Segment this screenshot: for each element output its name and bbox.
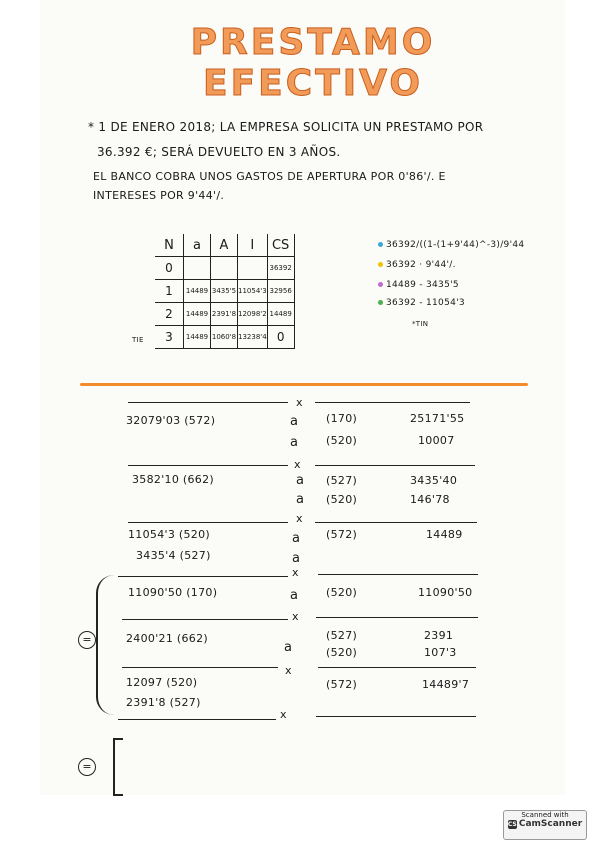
credit-account: (572) bbox=[326, 528, 358, 541]
credit-account: (170) bbox=[326, 412, 358, 425]
entry-line bbox=[316, 716, 476, 717]
header-cs: CS bbox=[267, 234, 294, 257]
page-title: PRESTAMO EFECTIVO bbox=[190, 22, 436, 104]
cell-cs: 32956 bbox=[267, 280, 294, 303]
formula-text: 36392 · 9'44'/. bbox=[386, 260, 456, 270]
formula-text: 14489 - 3435'5 bbox=[386, 280, 459, 290]
x-mark: x bbox=[294, 458, 301, 471]
to-mark: a bbox=[296, 473, 305, 488]
cell-a: 14489 bbox=[184, 303, 211, 326]
credit-amount: 14489'7 bbox=[422, 678, 470, 691]
entry-line bbox=[318, 667, 476, 668]
cell-cs: 0 bbox=[267, 326, 294, 349]
scanner-badge bbox=[503, 810, 587, 840]
cell-A bbox=[211, 257, 238, 280]
debit-line: 3435'4 (527) bbox=[136, 549, 211, 562]
cell-a: 14489 bbox=[184, 280, 211, 303]
cell-I: 13238'4 bbox=[238, 326, 268, 349]
debit-line: 32079'03 (572) bbox=[126, 414, 216, 427]
credit-account: (520) bbox=[326, 586, 358, 599]
table-row bbox=[155, 303, 294, 326]
formula-3 bbox=[378, 280, 459, 290]
cell-cs: 36392 bbox=[267, 257, 294, 280]
to-mark: a bbox=[292, 551, 301, 566]
formula-text: 36392/((1-(1+9'44)^-3)/9'44 bbox=[386, 240, 525, 250]
cell-I bbox=[238, 257, 268, 280]
debit-line: 11090'50 (170) bbox=[128, 586, 218, 599]
x-mark: x bbox=[280, 708, 287, 721]
x-mark: x bbox=[292, 610, 299, 623]
entry-line bbox=[128, 522, 288, 523]
statement-line-2: 36.392 €; SERÁ DEVUELTO EN 3 AÑOS. bbox=[97, 145, 341, 159]
scanner-brand-text: CamScanner bbox=[518, 819, 583, 829]
entry-line bbox=[318, 574, 478, 575]
cell-A: 2391'8 bbox=[211, 303, 238, 326]
cell-cs: 14489 bbox=[267, 303, 294, 326]
entry-line bbox=[118, 576, 288, 577]
x-mark: x bbox=[292, 566, 299, 579]
credit-account: (520) bbox=[326, 434, 358, 447]
credit-account: (520) bbox=[326, 646, 358, 659]
to-mark: a bbox=[292, 531, 301, 546]
equals-icon: = bbox=[78, 758, 96, 776]
cell-a bbox=[184, 257, 211, 280]
cell-n: 2 bbox=[155, 303, 184, 326]
table-row bbox=[155, 280, 294, 303]
debit-line: 12097 (520) bbox=[126, 676, 198, 689]
credit-amount: 3435'40 bbox=[410, 474, 458, 487]
formula-note: *TIN bbox=[412, 320, 429, 328]
credit-account: (520) bbox=[326, 493, 358, 506]
cell-I: 12098'2 bbox=[238, 303, 268, 326]
formula-1 bbox=[378, 240, 524, 250]
x-mark: x bbox=[296, 396, 303, 409]
cell-A: 1060'8 bbox=[211, 326, 238, 349]
header-n: N bbox=[155, 234, 184, 257]
credit-account: (527) bbox=[326, 629, 358, 642]
bullet-icon bbox=[378, 242, 383, 247]
open-bracket bbox=[113, 738, 123, 796]
bullet-icon bbox=[378, 282, 383, 287]
debit-line: 2400'21 (662) bbox=[126, 632, 208, 645]
formula-text: 36392 - 11054'3 bbox=[386, 298, 465, 308]
formula-4 bbox=[378, 298, 465, 308]
credit-amount: 10007 bbox=[418, 434, 455, 447]
brace-mark bbox=[96, 575, 118, 715]
statement-line-4: INTERESES POR 9'44'/. bbox=[93, 189, 225, 202]
entry-line bbox=[315, 465, 475, 466]
entry-line bbox=[316, 617, 478, 618]
credit-amount: 146'78 bbox=[410, 493, 450, 506]
cell-n: 3 bbox=[155, 326, 184, 349]
camscanner-icon: CS bbox=[507, 821, 517, 828]
bullet-icon bbox=[378, 300, 383, 305]
table-row bbox=[155, 257, 294, 280]
formula-2 bbox=[378, 260, 456, 270]
entry-line bbox=[315, 522, 477, 523]
table-side-note: TIE bbox=[132, 336, 144, 344]
entry-line bbox=[315, 402, 470, 403]
statement-line-3: EL BANCO COBRA UNOS GASTOS DE APERTURA POR 0'86'/. E bbox=[93, 170, 446, 183]
debit-line: 2391'8 (527) bbox=[126, 696, 201, 709]
to-mark: a bbox=[290, 435, 299, 450]
to-mark: a bbox=[284, 640, 293, 655]
entry-line bbox=[128, 465, 288, 466]
amortization-table bbox=[155, 234, 295, 349]
statement-line-1: * 1 DE ENERO 2018; LA EMPRESA SOLICITA UN PRESTAMO POR bbox=[88, 120, 484, 134]
cell-n: 0 bbox=[155, 257, 184, 280]
debit-line: 11054'3 (520) bbox=[128, 528, 210, 541]
x-mark: x bbox=[296, 512, 303, 525]
credit-amount: 11090'50 bbox=[418, 586, 473, 599]
credit-amount: 2391 bbox=[424, 629, 454, 642]
equals-icon: = bbox=[78, 631, 96, 649]
credit-account: (572) bbox=[326, 678, 358, 691]
cell-A: 3435'5 bbox=[211, 280, 238, 303]
to-mark: a bbox=[290, 414, 299, 429]
cell-a: 14489 bbox=[184, 326, 211, 349]
scanner-caption: Scanned with bbox=[521, 811, 569, 819]
header-A: A bbox=[211, 234, 238, 257]
header-a: a bbox=[184, 234, 211, 257]
bullet-icon bbox=[378, 262, 383, 267]
credit-amount: 14489 bbox=[426, 528, 463, 541]
entry-line bbox=[122, 667, 278, 668]
section-divider bbox=[80, 383, 528, 386]
entry-line bbox=[118, 719, 276, 720]
to-mark: a bbox=[296, 492, 305, 507]
debit-line: 3582'10 (662) bbox=[132, 473, 214, 486]
credit-amount: 107'3 bbox=[424, 646, 457, 659]
credit-amount: 25171'55 bbox=[410, 412, 465, 425]
header-I: I bbox=[238, 234, 268, 257]
entry-line bbox=[122, 619, 288, 620]
entry-line bbox=[128, 402, 288, 403]
scanner-brand bbox=[504, 819, 586, 829]
to-mark: a bbox=[290, 588, 299, 603]
cell-n: 1 bbox=[155, 280, 184, 303]
table-row bbox=[155, 326, 294, 349]
x-mark: x bbox=[285, 664, 292, 677]
cell-I: 11054'3 bbox=[238, 280, 268, 303]
table-header-row bbox=[155, 234, 294, 257]
credit-account: (527) bbox=[326, 474, 358, 487]
